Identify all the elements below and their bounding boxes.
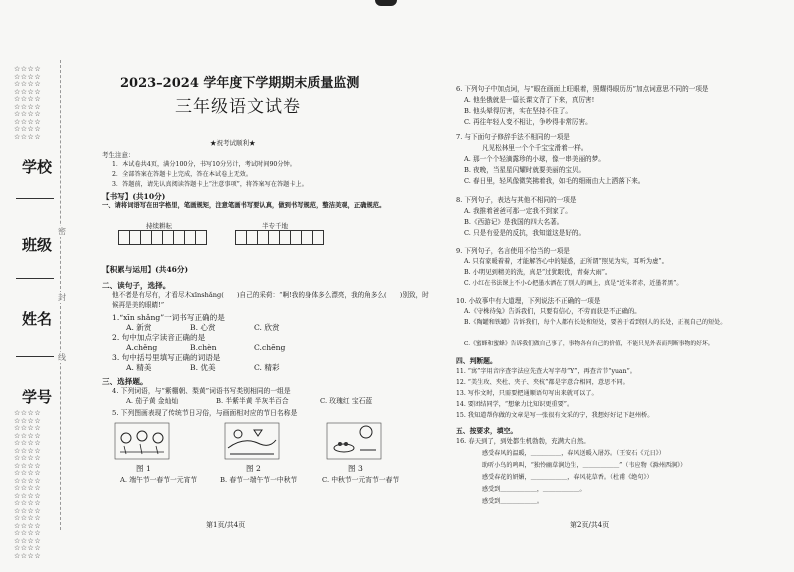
section-judge: 四、判断题。 [456,357,497,365]
q16-line-4[interactable]: 感受到＿＿＿＿＿＿，＿＿＿＿＿＿。 [482,486,586,493]
q4-opt-c[interactable]: C. 玫瑰红 宝石蓝 [320,397,373,405]
q5-opt-c[interactable]: C. 中秋节一元宵节一春节 [322,476,400,484]
star-pattern-bottom: ☆☆☆☆ ☆☆☆☆ ☆☆☆☆ ☆☆☆☆ ☆☆☆☆ ☆☆☆☆ ☆☆☆☆ ☆☆☆☆ ☆☆☆☆ ☆☆☆☆ ☆☆☆☆ ☆☆☆☆ ☆☆☆☆ ☆☆☆☆ ☆☆☆☆ ☆☆☆☆ ☆☆☆☆ ☆☆☆☆ ☆☆☆☆ ☆☆☆☆ [14,409,42,560]
q1-sub3: 3. 句中括号里填写正确的词语是 [112,353,221,362]
fig-label-2: 图 2 [246,464,261,473]
class-label: 班级 [22,236,53,254]
festival-figure-3 [326,422,382,460]
festival-figure-1 [114,422,170,460]
subject-title: 三年级语文试卷 [175,97,301,117]
note-3: 3．答题前，请先认真阅读答题卡上“注意事项”，将答案写在答题卡上。 [112,181,308,188]
q1-sub3-opt-a[interactable]: A. 精美 [126,363,152,372]
q9-text: 9. 下列句子，名言使用不恰当的一项是 [456,247,570,255]
q1-sub1-opt-b[interactable]: B. 心赏 [190,323,216,332]
q16-line-1[interactable]: 感受春风的温暖，＿＿＿＿＿，春风送暖入屠苏。（王安石《元日》） [482,450,665,457]
q1-sub2: 2. 句中加点字读音正确的是 [112,333,206,342]
notes-header: 考生注意： [102,151,135,159]
q5-text: 5. 下列图画表现了传统节日习俗，与画面相对应的节日名称是 [112,409,298,417]
writing-question: 一、请将词语写在田字格里，笔画规矩，注意笔画书写要认真，做到书写规范，整洁美观，正确规范。 [102,202,386,209]
section-writing: 【书写】(共10分) [102,192,166,201]
class-line[interactable] [16,278,54,279]
q6-opt-c[interactable]: C. 再往年轻人变不相让，争吵得非常厉害。 [464,118,592,126]
school-line[interactable] [16,198,54,199]
q10-opt-a[interactable]: A.《守株待兔》告诉我们，只要有信心，不劳而获是不正确的。 [464,308,641,315]
section-choice: 三、选择题。 [102,377,148,386]
q1-sub2-opt-c[interactable]: C.chēng [254,343,286,352]
seal-xian: 线 [58,353,66,362]
q12-text: 12. “美生玫、夹杜、夹子、夹杭”都是字意合相同，意思不同。 [456,379,629,386]
q8-opt-b[interactable]: B.《西游记》是我国的四大名著。 [464,218,564,226]
q1-sub3-opt-c[interactable]: C. 精彩 [254,363,280,372]
q1-sub1-opt-c[interactable]: C. 欣赏 [254,323,280,332]
exam-title: 2023–2024 学年度下学期期末质量监测 [120,76,360,91]
q7-opt-a[interactable]: A. 那一个个轻滴露珍的小球，像一串美丽的梦。 [464,155,605,163]
q7-opt-c[interactable]: C. 春日里，轻风像微笑拂着我，如毛的细雨由大上洒落下来。 [464,177,645,185]
q9-opt-a[interactable]: A. 只有家暖着着，才能解答心中的疑惑，正所谓“照见为实，耳听为虚”。 [464,258,668,265]
notice-title: ★祝考试顺利★ [210,139,256,147]
q16-text: 16. 春天到了，到处都生机勃勃，充满大自然。 [456,437,590,445]
q7-opt-b[interactable]: B. 夜晚，当星星闪耀时就要美丽的宝贝。 [464,166,586,174]
writing-grid-2[interactable] [235,230,323,245]
section-usage: 【积累与运用】(共46分) [102,265,189,274]
scanner-mark [375,0,397,6]
q15-text: 15. 我知道帮你做的文章是写一张很有文采的宁，我想好好记下赵州桥。 [456,412,654,419]
grid-word-2: 半专千地 [262,222,288,230]
q6-opt-b[interactable]: B. 他头晕得厉害，实在坚持不住了。 [464,107,572,115]
q1-sub2-opt-a[interactable]: A.chěng [126,343,158,352]
seal-feng: 封 [58,293,66,302]
q13-text: 13. 写作文时，只需要把通顺语句写出来就可以了。 [456,390,598,397]
q9-opt-b[interactable]: B. 小明见到精美的洗，真是“过犹眼优，青奏大雨”。 [464,269,612,276]
q10-text: 10. 小故事中有大道理，下列说法不正确的一项是 [456,297,601,305]
q5-opt-b[interactable]: B. 春节一端午节一中秋节 [220,476,298,484]
q5-opt-a[interactable]: A. 端午节一春节一元宵节 [120,476,198,484]
q1-sub3-opt-b[interactable]: B. 优美 [190,363,216,372]
q11-text: 11. “寓”字用音序查字法应先查大写字母“Y”，再查音节“yuan”。 [456,368,636,375]
q10-opt-b[interactable]: B.《陶罐和铁罐》告诉我们，每个人都有长处和短处，要善于看到别人的长处，正视自己的短处。 [464,319,727,326]
binding-strip [0,0,92,572]
q-read-choose-title: 二、读句子，选择。 [102,281,171,290]
q14-text: 14. 要团结同学，“想象力比知识更重要”。 [456,401,574,408]
q1-sub1: 1.“xīn shǎng”一词书写正确的是 [112,313,225,322]
school-label: 学校 [22,158,53,176]
q1-sub1-opt-a[interactable]: A. 新赏 [126,323,152,332]
q9-opt-c[interactable]: C. 小红在书法课上不小心把墨水洒在了别人的画上，真是“近朱者赤，近墨者黑”。 [464,280,683,287]
page-footer-left: 第1页/共4页 [206,521,246,529]
q4-opt-a[interactable]: A. 茄子黄 金灿灿 [126,397,179,405]
q-read-passage: 他不者是有尽有，才看尽木xīnshǎng( )自己的采荷：“啊!我的身体多么漂亮，我的角多么( )别致，时候再是美的眼睛!” [112,291,429,310]
writing-grid-1[interactable] [118,230,206,245]
q7-text: 7. 与下面句子修辞手法不相同的一项是 [456,133,570,141]
fig-label-1: 图 1 [136,464,151,473]
q16-line-3[interactable]: 感受春花的妍媚，＿＿＿＿＿＿，春风花草香。（杜甫《绝句》） [482,474,653,481]
fig-label-3: 图 3 [348,464,363,473]
section-fill: 五、按要求，填空。 [456,427,518,435]
q1-sub2-opt-b[interactable]: B.chèn [190,343,217,352]
q16-line-2[interactable]: 助听小鸟的鸣叫，“独怜幽草涧边生，＿＿＿＿＿＿”（韦应物《滁州西涧》） [482,462,687,469]
note-2: 2．全部答案在答题卡上完成，答在本试卷上无效。 [112,171,253,178]
q6-text: 6. 下列句子中加点词，与“眼在画面上旺眼着，照耀得眼历历”加点词意思不同的一项是 [456,85,709,93]
q16-line-5[interactable]: 感受到＿＿＿＿＿＿。 [482,498,543,505]
q8-text: 8. 下列句子，表达与其他不相同的一项是 [456,196,577,204]
star-pattern-top: ☆☆☆☆ ☆☆☆☆ ☆☆☆☆ ☆☆☆☆ ☆☆☆☆ ☆☆☆☆ ☆☆☆☆ ☆☆☆☆ ☆☆☆☆ ☆☆☆☆ [14,65,42,141]
q4-text: 4. 下列词语，与“紫棚朝、梨黄”词语书写类别相同的一组是 [112,387,291,395]
q6-opt-a[interactable]: A. 他坐俄就是一篇长课文背了下来，真厉害! [464,96,595,104]
seal-mi: 密 [58,227,66,236]
festival-figure-2 [224,422,280,460]
student-id-label: 学号 [22,388,53,406]
q4-opt-b[interactable]: B. 半紫半黄 半灰半百合 [216,397,289,405]
grid-word-1: 持续耕耘 [146,222,172,230]
name-label: 姓名 [22,310,53,328]
q7-quote: 凡见松林里一个个千宝宝滑着一样。 [482,144,588,152]
q8-opt-c[interactable]: C. 只是有爱是的反抗，我知道这是好的。 [464,229,586,237]
page-footer-right: 第2页/共4页 [570,521,610,529]
note-1: 1．本试卷共4页，满分100分，书写10分另计，考试时间90分钟。 [112,161,296,168]
q10-opt-c[interactable]: C.《蜜蜂和蜜蜂》告诉我们做自己事了，事物各有自己的价值，不能只见外表而判断事物的好坏。 [464,341,714,347]
q8-opt-a[interactable]: A. 我推着爸爸可那一定我不到家了。 [464,207,572,215]
name-line[interactable] [16,356,54,357]
